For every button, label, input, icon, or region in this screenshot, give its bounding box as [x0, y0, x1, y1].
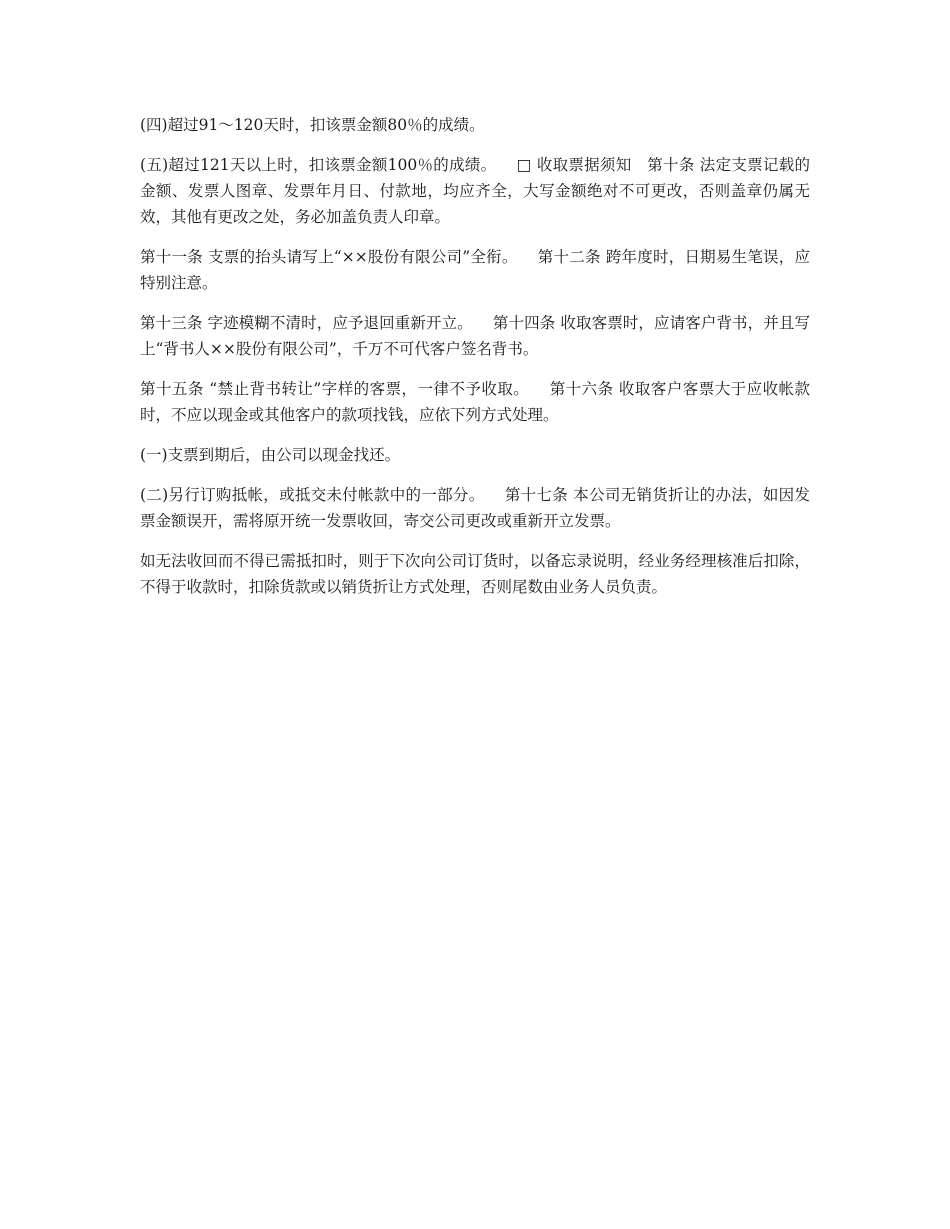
- text-segment: 第十三条 字迹模糊不清时，应予退回重新开立。: [140, 314, 473, 332]
- text-segment: 第十四条 收取客票时，应请客户背书，并且写上“背书人××股份有限公司”，千万不可代客户签名背书。: [140, 314, 810, 358]
- text-segment: □ 收取票据须知 第十条 法定支票记载的金额、发票人图章、发票年月日、付款地，均应齐全，大写金额绝对不可更改，否则盖章仍属无效，其他有更改之处，务必加盖负责人印章。: [140, 156, 810, 226]
- paragraph-articles-15-16: [140, 376, 810, 428]
- paragraph-5th-rule-article-10: [140, 152, 810, 230]
- text-segment: (二)另行订购抵帐，或抵交未付帐款中的一部分。: [140, 486, 485, 504]
- text-segment: 第十七条 本公司无销货折让的办法，如因发票金额误开，需将原开统一发票收回，寄交公司更改或重新开立发票。: [140, 486, 810, 530]
- text-segment: 第十五条 “禁止背书转让”字样的客票，一律不予收取。: [140, 380, 530, 398]
- paragraph-item-2-article-17: [140, 482, 810, 534]
- text-segment: 第十一条 支票的抬头请写上“××股份有限公司”全衔。: [140, 248, 518, 266]
- document-body: [140, 112, 810, 614]
- paragraph-item-1: [140, 442, 810, 468]
- text-segment: 第十六条 收取客户客票大于应收帐款时，不应以现金或其他客户的款项找钱，应依下列方式处理。: [140, 380, 810, 424]
- text-segment: (五)超过121天以上时，扣该票金额100％的成绩。: [140, 156, 497, 174]
- text-segment: 第十二条 跨年度时，日期易生笔误，应特别注意。: [140, 248, 810, 292]
- paragraph-articles-11-12: [140, 244, 810, 296]
- text-segment: (一)支票到期后，由公司以现金找还。: [140, 446, 401, 464]
- paragraph-articles-13-14: [140, 310, 810, 362]
- paragraph-4th-rule: [140, 112, 810, 138]
- paragraph-deduction-rule: [140, 548, 810, 600]
- text-segment: 如无法收回而不得已需抵扣时，则于下次向公司订货时，以备忘录说明，经业务经理核准后扣除，不得于收款时，扣除货款或以销货折让方式处理，否则尾数由业务人员负责。: [140, 552, 810, 596]
- text-segment: (四)超过91～120天时，扣该票金额80％的成绩。: [140, 116, 485, 134]
